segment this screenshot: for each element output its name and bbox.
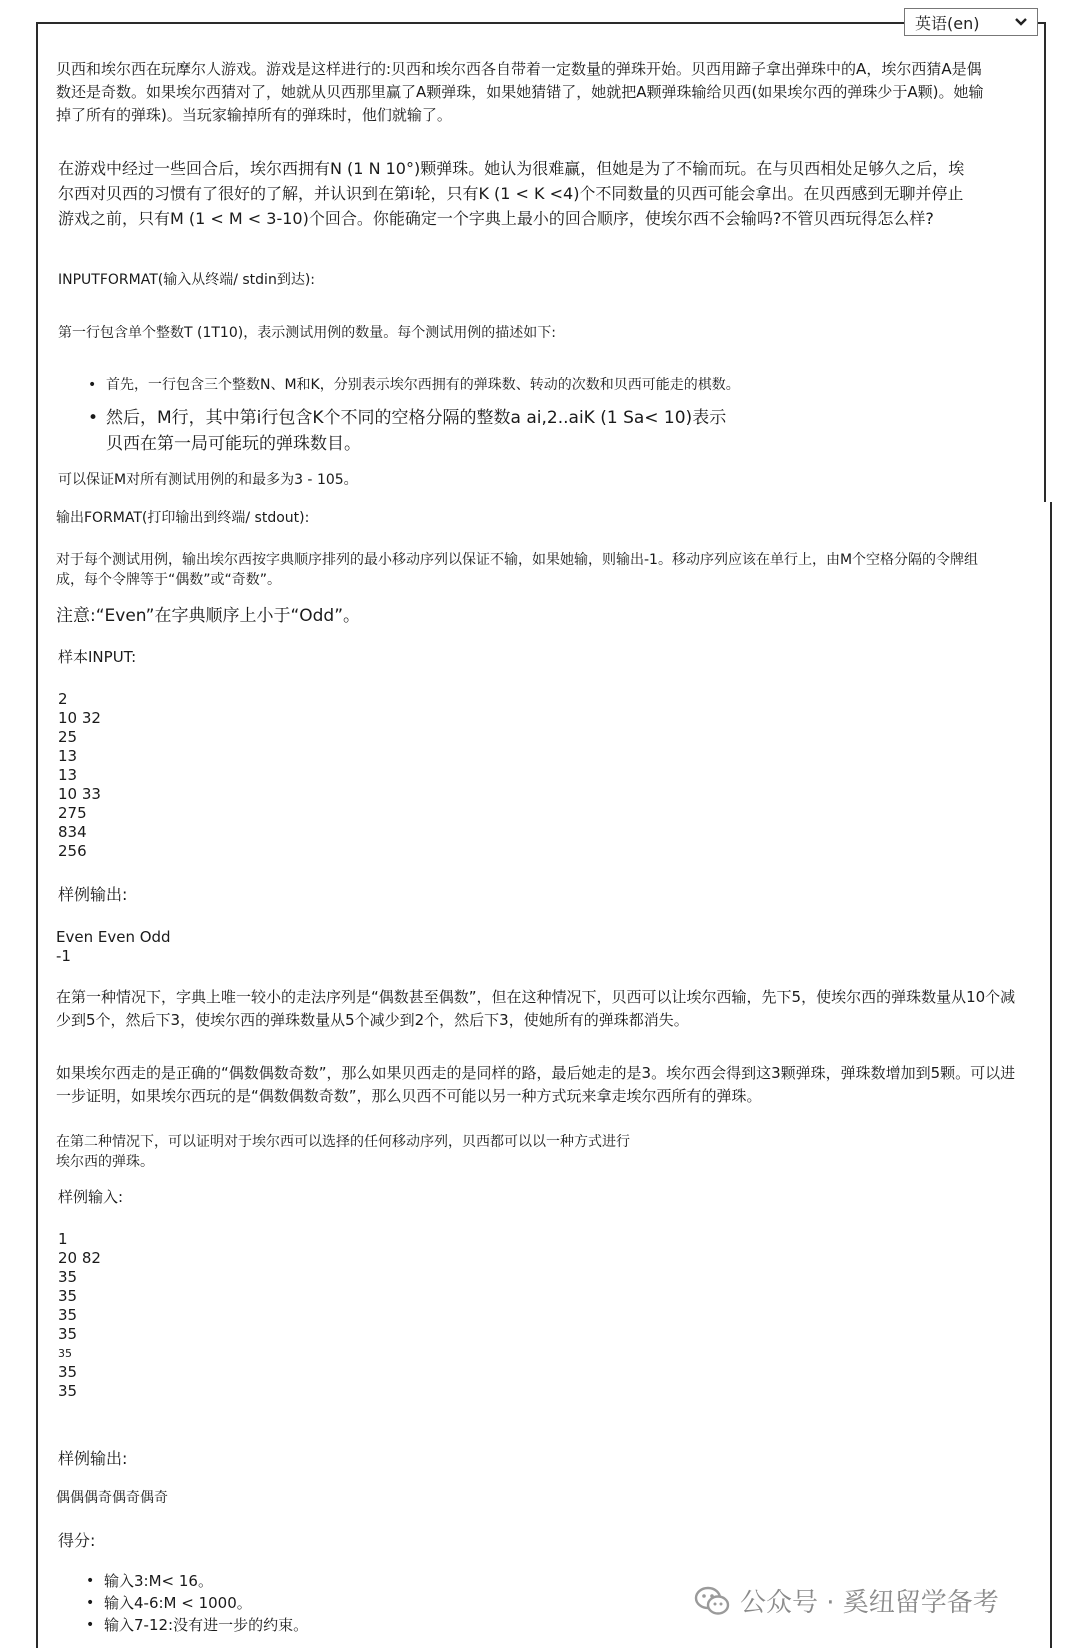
input-format-desc: 第一行包含单个整数T (1T10)，表示测试用例的数量。每个测试用例的描述如下: bbox=[58, 325, 556, 341]
sample1-output bbox=[56, 928, 171, 966]
sample-line: 35 bbox=[58, 1325, 78, 1343]
sample-line: 275 bbox=[58, 804, 87, 822]
sample-line: 256 bbox=[58, 842, 87, 860]
sample1-output-title: 样例输出: bbox=[58, 885, 128, 904]
explanation-case-1-detail: 如果埃尔西走的是正确的“偶数偶数奇数”，那么如果贝西走的是同样的路，最后她走的是3。埃尔西会得到这3颗弹珠，弹珠数增加到5颗。可以进一步证明，如果埃尔西玩的是“偶数偶数奇数”，那么贝西不可能以另一种方式玩来拿走埃尔西所有的弹珠。 bbox=[56, 1064, 1016, 1105]
input-format-bullets-large bbox=[86, 405, 966, 457]
chevron-down-icon bbox=[1011, 12, 1031, 32]
sample-line: 13 bbox=[58, 747, 78, 765]
sample1-input-title: 样本INPUT: bbox=[58, 648, 137, 666]
input-format-bullets bbox=[86, 375, 966, 395]
sample-line: 35 bbox=[58, 1287, 78, 1305]
input-format-title: INPUTFORMAT(输入从终端/ stdin到达): bbox=[58, 272, 316, 288]
sample-line: 13 bbox=[58, 766, 78, 784]
sample-line: 35 bbox=[58, 1347, 72, 1360]
scoring-list bbox=[84, 1570, 644, 1636]
list-item: • 然后，M行，其中第i行包含K个不同的空格分隔的整数a ai,2..aiK (1 Sa< 10)表示 贝西在第一局可能玩的弹珠数目。 bbox=[88, 408, 727, 454]
sample-line: 35 bbox=[58, 1268, 78, 1286]
output-format-desc: 对于每个测试用例，输出埃尔西按字典顺序排列的最小移动序列以保证不输，如果她输，则输出-1。移动序列应该在单行上，由M个空格分隔的令牌组成，每个令牌等于“偶数”或“奇数”。 bbox=[56, 552, 979, 588]
list-item: • 输入4-6:M < 1000。 bbox=[86, 1594, 252, 1612]
explanation-case-2: 在第二种情况下，可以证明对于埃尔西可以选择的任何移动序列，贝西都可以以一种方式进行 埃尔西的弹珠。 bbox=[56, 1134, 630, 1170]
sample2-output-title: 样例输出: bbox=[58, 1449, 128, 1468]
sample2-output: 偶偶偶奇偶奇偶奇 bbox=[56, 1490, 168, 1506]
list-item: • 输入3:M< 16。 bbox=[86, 1572, 213, 1590]
sample-line: 35 bbox=[58, 1306, 78, 1324]
list-item: • 输入7-12:没有进一步的约束。 bbox=[86, 1616, 309, 1634]
problem-intro: 贝西和埃尔西在玩摩尔人游戏。游戏是这样进行的:贝西和埃尔西各自带着一定数量的弹珠开始。贝西用蹄子拿出弹珠中的A，埃尔西猜A是偶数还是奇数。如果埃尔西猜对了，她就从贝西那里赢了A颗弹珠，如果她猜错了，她就把A颗弹珠输给贝西(如果埃尔西的弹珠少于A颗)。她输掉了所有的弹珠)。当玩家输掉所有的弹珠时，他们就输了。 bbox=[56, 60, 984, 124]
language-select[interactable] bbox=[904, 8, 1038, 36]
watermark bbox=[694, 1582, 999, 1619]
sample2-input bbox=[58, 1230, 101, 1401]
note: 注意:“Even”在字典顺序上小于“Odd”。 bbox=[56, 606, 361, 626]
sample-line: 35 bbox=[58, 1382, 78, 1400]
wechat-icon bbox=[694, 1585, 730, 1617]
sample-line: 10 33 bbox=[58, 785, 101, 803]
sample-line: 1 bbox=[58, 1230, 68, 1248]
input-guarantee: 可以保证M对所有测试用例的和最多为3 - 105。 bbox=[58, 472, 358, 488]
sample-line: Even Even Odd bbox=[56, 928, 171, 946]
sample-line: 10 32 bbox=[58, 709, 101, 727]
sample-line: 35 bbox=[58, 1363, 78, 1381]
list-item: • 首先，一行包含三个整数N、M和K，分别表示埃尔西拥有的弹珠数、转动的次数和贝西可能走的棋数。 bbox=[88, 377, 740, 393]
scoring-title: 得分: bbox=[58, 1531, 96, 1550]
output-format-title: 输出FORMAT(打印输出到终端/ stdout): bbox=[56, 510, 310, 526]
sample-line: 834 bbox=[58, 823, 87, 841]
sample-line: 25 bbox=[58, 728, 78, 746]
sample2-input-title: 样例输入: bbox=[58, 1188, 124, 1206]
sample-line: -1 bbox=[56, 947, 71, 965]
sample-line: 2 bbox=[58, 690, 68, 708]
sample1-input bbox=[58, 690, 101, 861]
language-select-value: 英语(en) bbox=[915, 13, 980, 33]
problem-story: 在游戏中经过一些回合后，埃尔西拥有N (1 N 10°)颗弹珠。她认为很难赢，但她是为了不输而玩。在与贝西相处足够久之后，埃尔西对贝西的习惯有了很好的了解，并认识到在第i轮，只有K (1 < K <4)个不同数量的贝西可能会拿出。在贝西感到无聊并停止游戏之前，只有M (1 < M < 3-10)个回合。你能确定一个字典上最小的回合顺序，使埃尔西不会输吗?不管贝西玩得怎么样? bbox=[58, 159, 965, 228]
watermark-text: 公众号 · 奚纽留学备考 bbox=[740, 1588, 999, 1618]
explanation-case-1: 在第一种情况下，字典上唯一较小的走法序列是“偶数甚至偶数”，但在这种情况下，贝西可以让埃尔西输，先下5，使埃尔西的弹珠数量从10个减少到5个，然后下3，使埃尔西的弹珠数量从5个减少到2个，然后下3，使她所有的弹珠都消失。 bbox=[56, 988, 1016, 1029]
sample-line: 20 82 bbox=[58, 1249, 101, 1267]
